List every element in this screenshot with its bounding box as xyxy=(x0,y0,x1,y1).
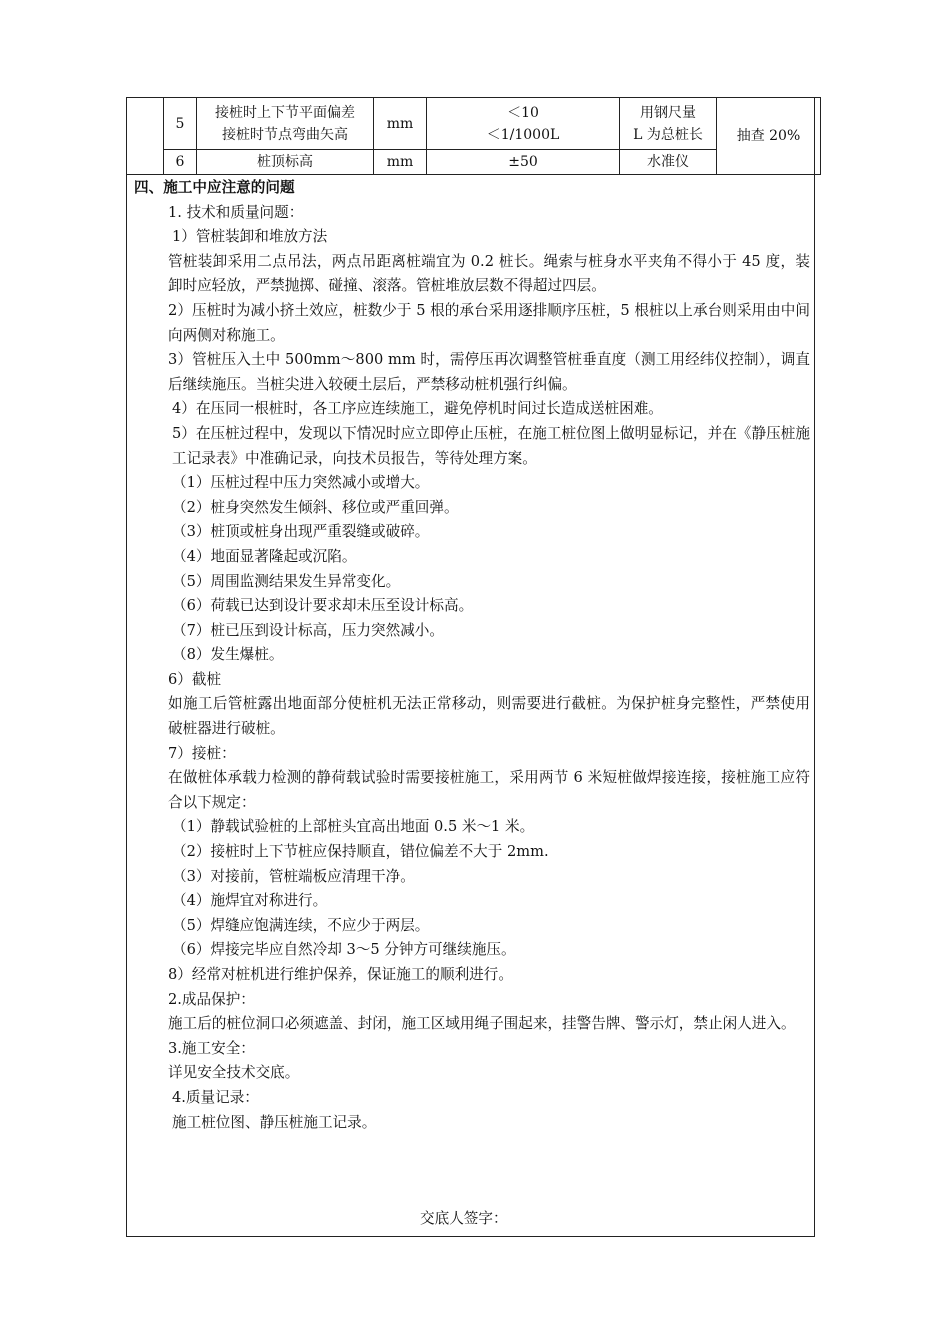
paragraph: 6）截桩 xyxy=(168,670,222,688)
paragraph: （3）对接前，管桩端板应清理干净。 xyxy=(172,867,415,885)
paragraph: 7）接桩： xyxy=(168,744,236,762)
paragraph: （8）发生爆桩。 xyxy=(172,646,284,664)
paragraph: （1）静载试验桩的上部桩头宜高出地面 0.5 米～1 米。 xyxy=(172,818,535,836)
paragraph: 如施工后管桩露出地面部分使桩机无法正常移动，则需要进行截桩。为保护桩身完整性，严禁使用破桩器进行破桩。 xyxy=(168,695,810,738)
paragraph: 1）管桩装卸和堆放方法 xyxy=(172,228,328,246)
check-cell: 抽查 20% xyxy=(717,98,821,175)
unit-cell: mm xyxy=(374,150,427,175)
paragraph: 4）在压同一根桩时，各工序应连续施工，避免停机时间过长造成送桩困难。 xyxy=(172,400,663,418)
paragraph: 在做桩体承载力检测的静荷载试验时需要接桩施工，采用两节 6 米短桩做焊接连接，接桩施工应符合以下规定： xyxy=(168,769,810,811)
paragraph: 施工桩位图、静压桩施工记录。 xyxy=(172,1113,377,1131)
paragraph: （5）周围监测结果发生异常变化。 xyxy=(172,572,401,590)
table-row xyxy=(127,98,821,150)
paragraph: 2.成品保护： xyxy=(168,990,255,1008)
paragraph: （4）地面显著隆起或沉陷。 xyxy=(172,547,357,565)
paragraph: 1. 技术和质量问题： xyxy=(168,203,304,221)
item-cell: 桩顶标高 xyxy=(197,150,374,175)
paragraph: 2）压桩时为减小挤土效应，桩数少于 5 根的承台采用逐排顺序压桩，5 根桩以上承台则采用由中间向两侧对称施工。 xyxy=(168,301,810,344)
row-number: 6 xyxy=(164,150,197,175)
method-cell: 水准仪 xyxy=(620,150,717,175)
item-cell: 接桩时上下节平面偏差 接桩时节点弯曲矢高 xyxy=(197,98,374,150)
row-number: 5 xyxy=(164,98,197,150)
paragraph: 8）经常对桩机进行维护保养，保证施工的顺利进行。 xyxy=(168,966,513,983)
paragraph: 4.质量记录： xyxy=(172,1088,259,1106)
paragraph: （6）荷载已达到设计要求却未压至设计标高。 xyxy=(172,597,474,615)
paragraph: 3.施工安全： xyxy=(168,1039,255,1057)
unit-cell: mm xyxy=(374,98,427,150)
paragraph: （2）接桩时上下节桩应保持顺直，错位偏差不大于 2mm. xyxy=(172,843,549,861)
paragraph: （2）桩身突然发生倾斜、移位或严重回弹。 xyxy=(172,498,459,516)
value-cell: ＜10 ＜1/1000L xyxy=(427,98,620,150)
signature-label: 交底人签字： xyxy=(420,1210,508,1227)
paragraph: （7）桩已压到设计标高，压力突然减小。 xyxy=(172,621,444,639)
paragraph: 详见安全技术交底。 xyxy=(168,1064,300,1082)
table-row xyxy=(127,150,821,175)
paragraph: 施工后的桩位洞口必须遮盖、封闭，施工区域用绳子围起来，挂警告牌、警示灯，禁止闲人进入。 xyxy=(168,1015,796,1033)
paragraph-list xyxy=(134,201,810,1136)
blank-cell xyxy=(127,98,164,175)
paragraph: 3）管桩压入土中 500mm～800 mm 时，需停压再次调整管桩垂直度（测工用经纬仪控制），调直后继续施压。当桩尖进入较硬土层后，严禁移动桩机强行纠偏。 xyxy=(168,351,810,393)
section-title: 四、施工中应注意的问题 xyxy=(134,179,295,196)
paragraph: （5）焊缝应饱满连续，不应少于两层。 xyxy=(172,916,430,934)
method-cell: 用钢尺量 L 为总桩长 xyxy=(620,98,717,150)
section-body xyxy=(134,176,810,1135)
paragraph: （4）施焊宜对称进行。 xyxy=(172,892,328,910)
paragraph: （1）压桩过程中压力突然减小或增大。 xyxy=(172,474,430,492)
paragraph: （3）桩顶或桩身出现严重裂缝或破碎。 xyxy=(172,523,430,541)
value-cell: ±50 xyxy=(427,150,620,175)
tolerance-table xyxy=(126,97,821,175)
paragraph: （6）焊接完毕应自然冷却 3～5 分钟方可继续施压。 xyxy=(172,941,516,959)
paragraph: 5）在压桩过程中，发现以下情况时应立即停止压桩，在施工桩位图上做明显标记，并在《静压桩施工记录表》中准确记录，向技术员报告，等待处理方案。 xyxy=(172,424,810,467)
paragraph: 管桩装卸采用二点吊法，两点吊距离桩端宜为 0.2 桩长。绳索与桩身水平夹角不得小于 45 度，装卸时应轻放，严禁抛掷、碰撞、滚落。管桩堆放层数不得超过四层。 xyxy=(168,252,810,295)
